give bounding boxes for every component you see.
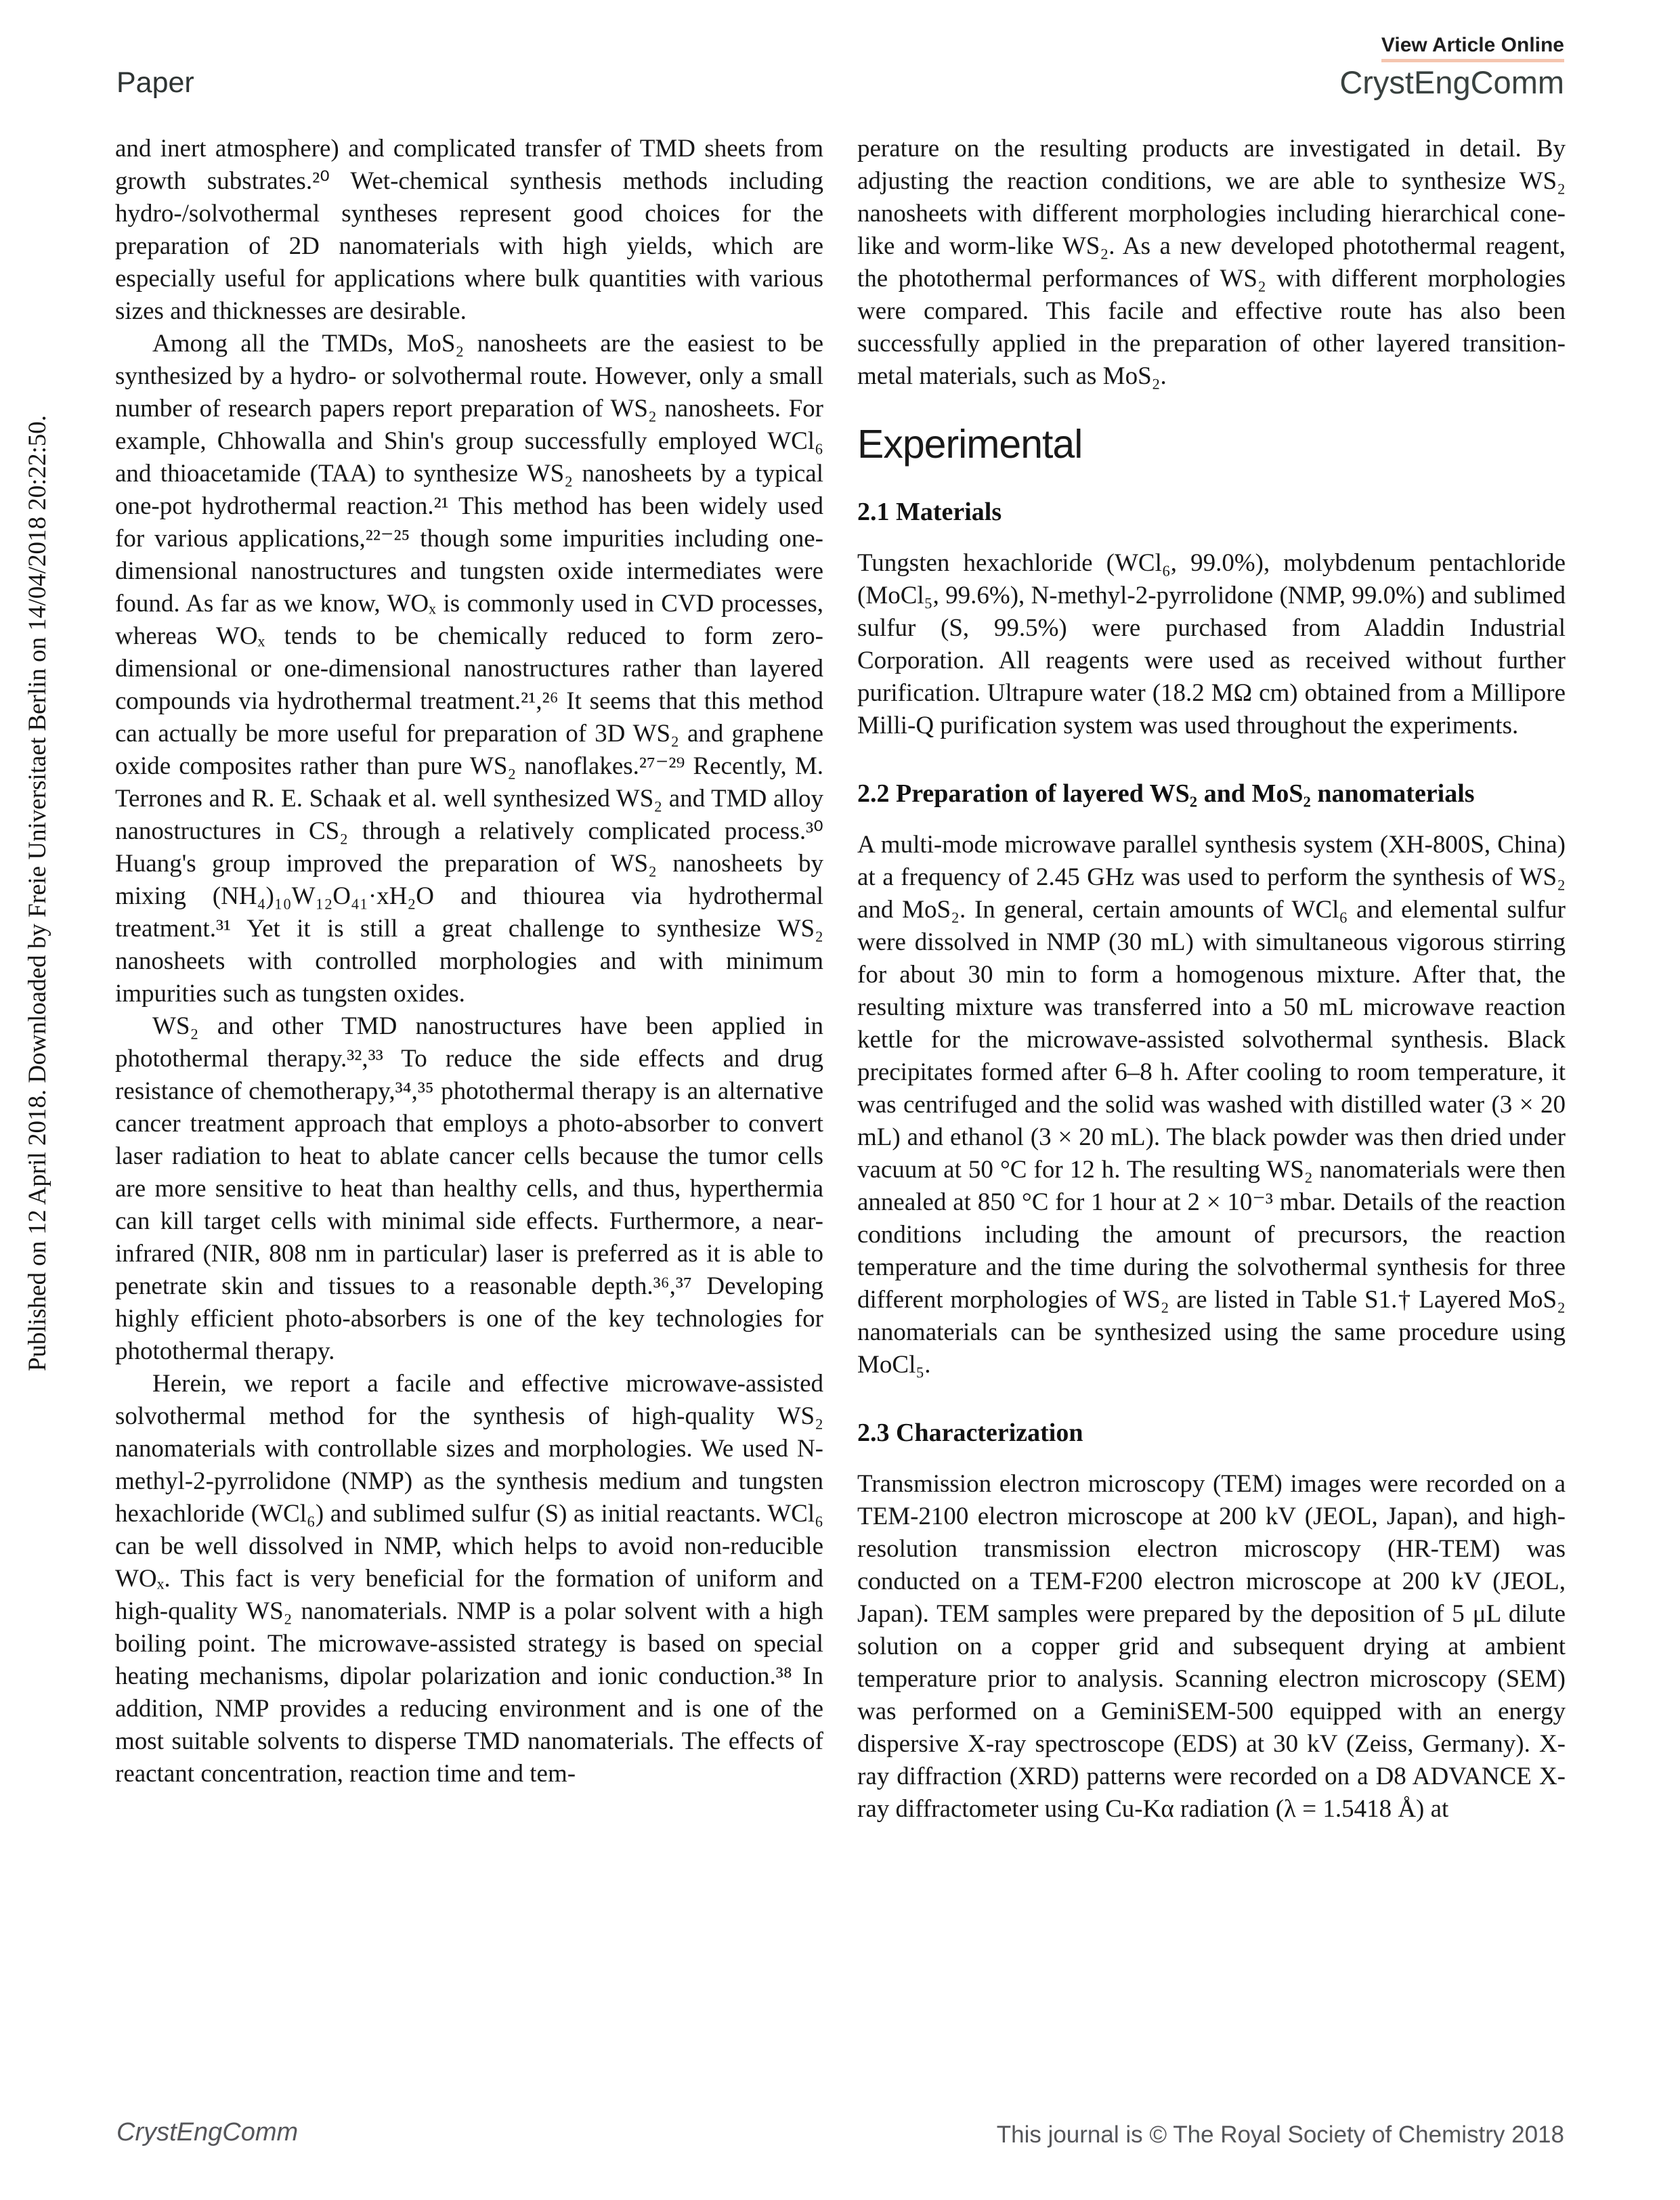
footer-copyright: This journal is © The Royal Society of Chemistry 2018 bbox=[996, 2121, 1564, 2148]
subsection-heading-materials: 2.1 Materials bbox=[857, 498, 1002, 526]
subsection-heading-preparation: 2.2 Preparation of layered WS₂ and MoS₂ nanomaterials bbox=[857, 779, 1475, 808]
body-paragraph: WS₂ and other TMD nanostructures have been applied in photothermal therapy.³²,³³ To reduce the side effects and drug resistance of chemotherapy,³⁴,³⁵ photothermal therapy is an alternative cancer treatment approach that employs a photo-absorber to convert laser radiation to heat to ablate cancer cells because the tumor cells are more sensitive to heat than healthy cells, and thus, hyperthermia can kill target cells with minimal side effects. Furthermore, a near-infrared (NIR, 808 nm in particular) laser is preferred as it is able to penetrate skin and tissues to a reasonable depth.³⁶,³⁷ Developing highly efficient photo-absorbers is one of the key technologies for photothermal therapy. bbox=[115, 1012, 823, 1365]
left-column bbox=[115, 133, 823, 1790]
subsection-heading-characterization: 2.3 Characterization bbox=[857, 1419, 1083, 1447]
sidebar-provenance-text: Published on 12 April 2018. Downloaded by Freie Universitaet Berlin on 14/04/2018 20:22:50. bbox=[24, 414, 51, 1371]
body-paragraph: perature on the resulting products are investigated in detail. By adjusting the reaction conditions, we are able to synthesize WS₂ nanosheets with different morphologies including hierarchical cone-like and worm-like WS₂. As a new developed photothermal reagent, the photothermal performances of WS₂ with different morphologies were compared. This facile and effective route has also been successfully applied in the preparation of other layered transition-metal materials, such as MoS₂. bbox=[857, 135, 1566, 390]
section-heading-experimental: Experimental bbox=[857, 422, 1083, 467]
body-paragraph: A multi-mode microwave parallel synthesis system (XH-800S, China) at a frequency of 2.45 GHz was used to perform the synthesis of WS₂ and MoS₂. In general, certain amounts of WCl₆ and elemental sulfur were dissolved in NMP (30 mL) with simultaneous vigorous stirring for about 30 min to form a homogenous mixture. After that, the resulting mixture was transferred into a 50 mL microwave reaction kettle for the microwave-assisted solvothermal synthesis. Black precipitates formed after 6–8 h. After cooling to room temperature, it was centrifuged and the solid was washed with distilled water (3 × 20 mL) and ethanol (3 × 20 mL). The black powder was then dried under vacuum at 50 °C for 12 h. The resulting WS₂ nanomaterials were then annealed at 850 °C for 1 hour at 2 × 10⁻³ mbar. Details of the reaction conditions including the amount of precursors, the reaction temperature and the time during the solvothermal synthesis for three different morphologies of WS₂ are listed in Table S1.† Layered MoS₂ nanomaterials can be synthesized using the same procedure using MoCl₅. bbox=[857, 831, 1566, 1379]
footer-journal-name: CrystEngComm bbox=[116, 2118, 299, 2147]
view-article-online-link[interactable]: View Article Online bbox=[1381, 34, 1564, 62]
body-paragraph: Herein, we report a facile and effective microwave-assisted solvothermal method for the synthesis of high-quality WS₂ nanomaterials with controllable sizes and morphologies. We used N-methyl-2-pyrrolidone (NMP) as the synthesis medium and tungsten hexachloride (WCl₆) and sublimed sulfur (S) as initial reactants. WCl₆ can be well dissolved in NMP, which helps to avoid non-reducible WOₓ. This fact is very beneficial for the formation of uniform and high-quality WS₂ nanomaterials. NMP is a polar solvent with a high boiling point. The microwave-assisted strategy is based on special heating mechanisms, dipolar polarization and ionic conduction.³⁸ In addition, NMP provides a reducing environment and is one of the most suitable solvents to disperse TMD nanomaterials. The effects of reactant concentration, reaction time and tem- bbox=[115, 1370, 823, 1788]
right-column bbox=[857, 133, 1566, 1826]
body-paragraph: Tungsten hexachloride (WCl₆, 99.0%), molybdenum pentachloride (MoCl₅, 99.6%), N-methyl-2-pyrrolidone (NMP, 99.0%) and sublimed sulfur (S, 99.5%) were purchased from Aladdin Industrial Corporation. All reagents were used as received without further purification. Ultrapure water (18.2 MΩ cm) obtained from a Millipore Milli-Q purification system was used throughout the experiments. bbox=[857, 549, 1566, 739]
article-type-label: Paper bbox=[116, 66, 194, 99]
journal-name-header: CrystEngComm bbox=[1339, 64, 1564, 100]
body-paragraph: and inert atmosphere) and complicated transfer of TMD sheets from growth substrates.²⁰ Wet-chemical synthesis methods including hydro-/solvothermal syntheses represent good choices for the preparation of 2D nanomaterials with high yields, which are especially useful for applications where bulk quantities with various sizes and thicknesses are desirable. bbox=[115, 135, 823, 325]
body-paragraph: Among all the TMDs, MoS₂ nanosheets are the easiest to be synthesized by a hydro- or solvothermal route. However, only a small number of research papers report preparation of WS₂ nanosheets. For example, Chhowalla and Shin's group successfully employed WCl₆ and thioacetamide (TAA) to synthesize WS₂ nanosheets by a typical one-pot hydrothermal reaction.²¹ This method has been widely used for various applications,²²⁻²⁵ though some impurities including one-dimensional nanostructures and tungsten oxide intermediates were found. As far as we know, WOₓ is commonly used in CVD processes, whereas WOₓ tends to be chemically reduced to form zero-dimensional or one-dimensional nanostructures rather than layered compounds via hydrothermal treatment.²¹,²⁶ It seems that this method can actually be more useful for preparation of 3D WS₂ and graphene oxide composites rather than pure WS₂ nanoflakes.²⁷⁻²⁹ Recently, M. Terrones and R. E. Schaak et al. well synthesized WS₂ and TMD alloy nanostructures in CS₂ through a relatively complicated process.³⁰ Huang's group improved the preparation of WS₂ nanosheets by mixing (NH₄)₁₀W₁₂O₄₁·xH₂O and thiourea via hydrothermal treatment.³¹ Yet it is still a great challenge to synthesize WS₂ nanosheets with controlled morphologies and with minimum impurities such as tungsten oxides. bbox=[115, 330, 823, 1008]
body-paragraph: Transmission electron microscopy (TEM) images were recorded on a TEM-2100 electron microscope at 200 kV (JEOL, Japan), and high-resolution transmission electron microscopy (HR-TEM) was conducted on a TEM-F200 electron microscope at 200 kV (JEOL, Japan). TEM samples were prepared by the deposition of 5 μL dilute solution on a copper grid and subsequent drying at ambient temperature prior to analysis. Scanning electron microscopy (SEM) was performed on a GeminiSEM-500 equipped with an energy dispersive X-ray spectroscope (EDS) at 30 kV (Zeiss, Germany). X-ray diffraction (XRD) patterns were recorded on a D8 ADVANCE X-ray diffractometer using Cu-Kα radiation (λ = 1.5418 Å) at bbox=[857, 1470, 1566, 1823]
